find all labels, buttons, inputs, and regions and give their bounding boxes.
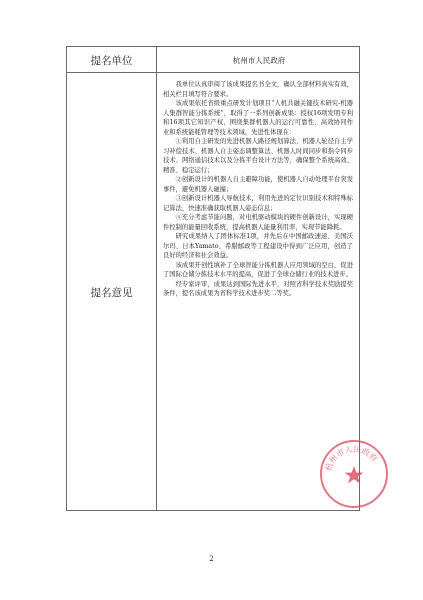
- opinion-paragraph: ②创新设计的机器人自主避障功能，使机器人自动处理平台突发事件，避免机器人碰撞；: [163, 176, 353, 193]
- opinion-paragraph: 我单位认真审阅了该成果提名书全文，确认全部材料真实有效，相关栏目填写符合要求。: [163, 81, 353, 98]
- opinion-paragraph: ③创新设计机器人导航技术，利用先进的定位识别技术和特殊标记算法，快速准确获取机器人姿态信息；: [163, 195, 353, 212]
- nominating-unit-row: [67, 47, 359, 73]
- official-seal: [318, 438, 390, 510]
- seal-star-icon: [345, 466, 364, 483]
- nomination-opinion-label: 提名意见: [90, 287, 133, 299]
- opinion-paragraph: 该成果开创性填补了全球智能分拣机器人应用领域的空白，促进了国际仓储分拣技术水平的提高，促进了全球仓储行业的技术进步。: [163, 261, 353, 278]
- opinion-paragraph: ④充分考虑节能问题，对电机驱动模块的硬件创新设计，实现硬件控制的能量回收系统，提高机器人能量利用率，实现节能降耗。: [163, 214, 353, 231]
- nominating-unit-value: 杭州市人民政府: [232, 55, 286, 65]
- opinion-paragraph: 该成果依托省级重点研发计划项目“人机共融关键技术研究-机器人集群智能分拣系统”，取得了一系列创新成果：授权16项发明专利和16项其它知识产权，围绕集群机器人的运行可靠性、高效协同作业和系统能耗管理等技术领域，先进性体现在：: [163, 100, 353, 136]
- svg-text:杭州市人民政府: 杭州市人民政府: [323, 444, 379, 473]
- opinion-paragraph: ①利用自主研发的先进机器人路径规划算法、机器人轮径自主学习补偿技术、机器人自主姿态调整算法、机器人时间同步和指令同步技术、网络通信技术以及分拣平台设计方法等，确保整个系统高效、精准、稳定运行；: [163, 138, 353, 174]
- nominating-unit-label: 提名单位: [90, 54, 133, 67]
- opinion-paragraph: 经专家评审，成果达到国际先进水平，对照省科学技术奖励提奖条件，提名该成果为省科学技术进步奖二等奖。: [163, 280, 353, 297]
- nomination-opinion-text: [163, 80, 353, 299]
- opinion-paragraph: 研究成果纳入了团体标准1项，并先后在中国邮政速递、美国沃尔玛、日本Yamato、希腊邮政等工程建设中得到广泛应用，创造了良好的经济和社会效益。: [163, 233, 353, 259]
- nomination-table: [66, 46, 360, 511]
- page-number: 2: [209, 555, 214, 563]
- column-divider: [156, 47, 157, 510]
